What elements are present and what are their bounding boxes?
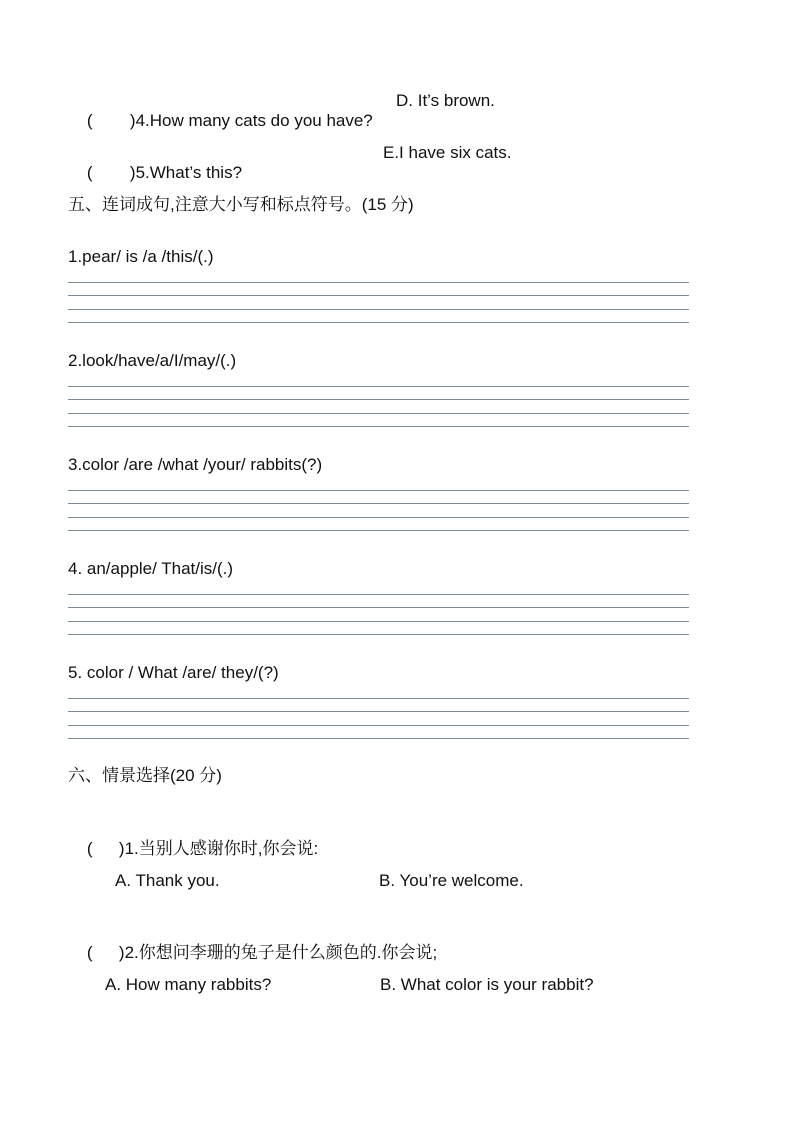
section-five-title: 五、连词成句,注意大小写和标点符号。(15 分) (68, 195, 414, 214)
answer-blank-open[interactable]: ( (86, 163, 93, 182)
sentence-item-5: 5. color / What /are/ they/(?) (68, 663, 279, 682)
question-text: 2.你想问李珊的兔子是什么颜色的.你会说; (124, 943, 438, 962)
answer-blank-close: ) (129, 111, 136, 130)
writing-lines-4[interactable] (68, 594, 689, 638)
writing-lines-2[interactable] (68, 386, 689, 430)
question-text: 4.How many cats do you have? (135, 111, 373, 130)
match-question-5 (68, 143, 242, 203)
question-text: 5.What’s this? (135, 163, 243, 182)
sentence-item-4: 4. an/apple/ That/is/(.) (68, 559, 234, 578)
answer-blank-close: ) (118, 943, 125, 962)
answer-blank-open[interactable]: ( (86, 111, 93, 130)
answer-blank-close: ) (129, 163, 136, 182)
sentence-item-2: 2.look/have/a/I/may/(.) (68, 351, 237, 370)
writing-lines-5[interactable] (68, 698, 689, 742)
option-a: A. Thank you. (115, 871, 220, 890)
answer-blank-open[interactable]: ( (86, 839, 93, 858)
answer-blank-open[interactable]: ( (86, 943, 93, 962)
sentence-item-3: 3.color /are /what /your/ rabbits(?) (68, 455, 323, 474)
writing-lines-3[interactable] (68, 490, 689, 534)
answer-blank-close: ) (118, 839, 125, 858)
sentence-item-1: 1.pear/ is /a /this/(.) (68, 247, 214, 266)
option-a: A. How many rabbits? (105, 975, 272, 994)
option-b: B. What color is your rabbit? (380, 975, 594, 994)
match-answer-d: D. It’s brown. (396, 91, 495, 110)
section-six-title: 六、情景选择(20 分) (68, 766, 222, 785)
option-b: B. You’re welcome. (379, 871, 524, 890)
writing-lines-1[interactable] (68, 282, 689, 326)
situation-question-1 (68, 819, 318, 879)
situation-question-2 (68, 923, 437, 983)
match-question-4 (68, 91, 373, 151)
question-text: 1.当别人感谢你时,你会说: (124, 839, 319, 858)
match-answer-e: E.I have six cats. (383, 143, 512, 162)
